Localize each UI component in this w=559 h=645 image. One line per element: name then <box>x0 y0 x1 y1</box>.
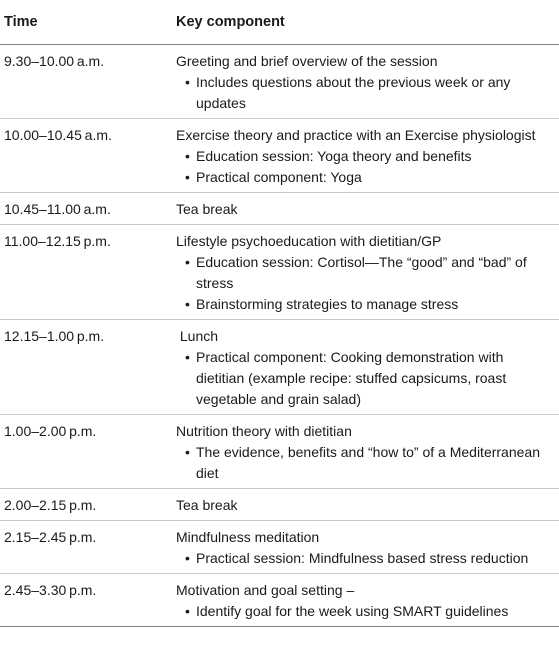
component-bullet <box>176 347 555 410</box>
time-cell: 9.30–10.00 a.m. <box>0 45 168 119</box>
component-bullet-text: Education session: Yoga theory and benefits <box>196 148 472 164</box>
component-cell <box>168 521 559 574</box>
component-cell <box>168 225 559 320</box>
component-title: Motivation and goal setting – <box>176 582 355 598</box>
component-bullet-text: Brainstorming strategies to manage stress <box>196 296 459 312</box>
header-key-component: Key component <box>168 0 559 45</box>
component-cell <box>168 45 559 119</box>
component-title: Lunch <box>176 328 219 344</box>
table-row <box>0 225 559 320</box>
header-row <box>0 0 559 45</box>
table-row <box>0 193 559 225</box>
table-row <box>0 574 559 627</box>
table-row <box>0 489 559 521</box>
time-cell: 2.00–2.15 p.m. <box>0 489 168 521</box>
table-row <box>0 521 559 574</box>
header-time: Time <box>0 0 168 45</box>
component-cell <box>168 574 559 627</box>
component-bullet <box>176 601 555 622</box>
component-bullet-text: Identify goal for the week using SMART guidelines <box>196 603 509 619</box>
time-cell: 1.00–2.00 p.m. <box>0 415 168 489</box>
component-bullet-text: Practical session: Mindfulness based stress reduction <box>196 550 529 566</box>
component-cell <box>168 119 559 193</box>
component-bullet <box>176 146 555 167</box>
component-bullet-text: Practical component: Cooking demonstration with dietitian (example recipe: stuffed capsicums, roast vegetable and grain salad) <box>196 349 507 407</box>
component-title: Nutrition theory with dietitian <box>176 423 352 439</box>
component-title: Greeting and brief overview of the session <box>176 53 438 69</box>
component-title: Lifestyle psychoeducation with dietitian/GP <box>176 233 442 249</box>
table-row <box>0 415 559 489</box>
component-bullet-text: Education session: Cortisol—The “good” and “bad” of stress <box>196 254 527 291</box>
time-cell: 12.15–1.00 p.m. <box>0 320 168 415</box>
component-title: Tea break <box>176 201 238 217</box>
component-title: Mindfulness meditation <box>176 529 320 545</box>
time-cell: 10.45–11.00 a.m. <box>0 193 168 225</box>
component-bullet-text: Includes questions about the previous week or any updates <box>196 74 511 111</box>
component-bullet-text: The evidence, benefits and “how to” of a Mediterranean diet <box>196 444 540 481</box>
time-cell: 2.45–3.30 p.m. <box>0 574 168 627</box>
component-title: Tea break <box>176 497 238 513</box>
component-bullet <box>176 72 555 114</box>
time-cell: 10.00–10.45 a.m. <box>0 119 168 193</box>
table-row <box>0 119 559 193</box>
time-cell: 11.00–12.15 p.m. <box>0 225 168 320</box>
time-cell: 2.15–2.45 p.m. <box>0 521 168 574</box>
component-bullet <box>176 442 555 484</box>
table-row <box>0 45 559 119</box>
component-cell <box>168 489 559 521</box>
component-bullet-text: Practical component: Yoga <box>196 169 362 185</box>
component-cell <box>168 320 559 415</box>
component-cell <box>168 193 559 225</box>
component-cell <box>168 415 559 489</box>
component-title: Exercise theory and practice with an Exercise physiologist <box>176 127 536 143</box>
table-row <box>0 320 559 415</box>
schedule-body <box>0 45 559 627</box>
component-bullet <box>176 252 555 294</box>
component-bullet <box>176 294 555 315</box>
component-bullet <box>176 548 555 569</box>
component-bullet <box>176 167 555 188</box>
